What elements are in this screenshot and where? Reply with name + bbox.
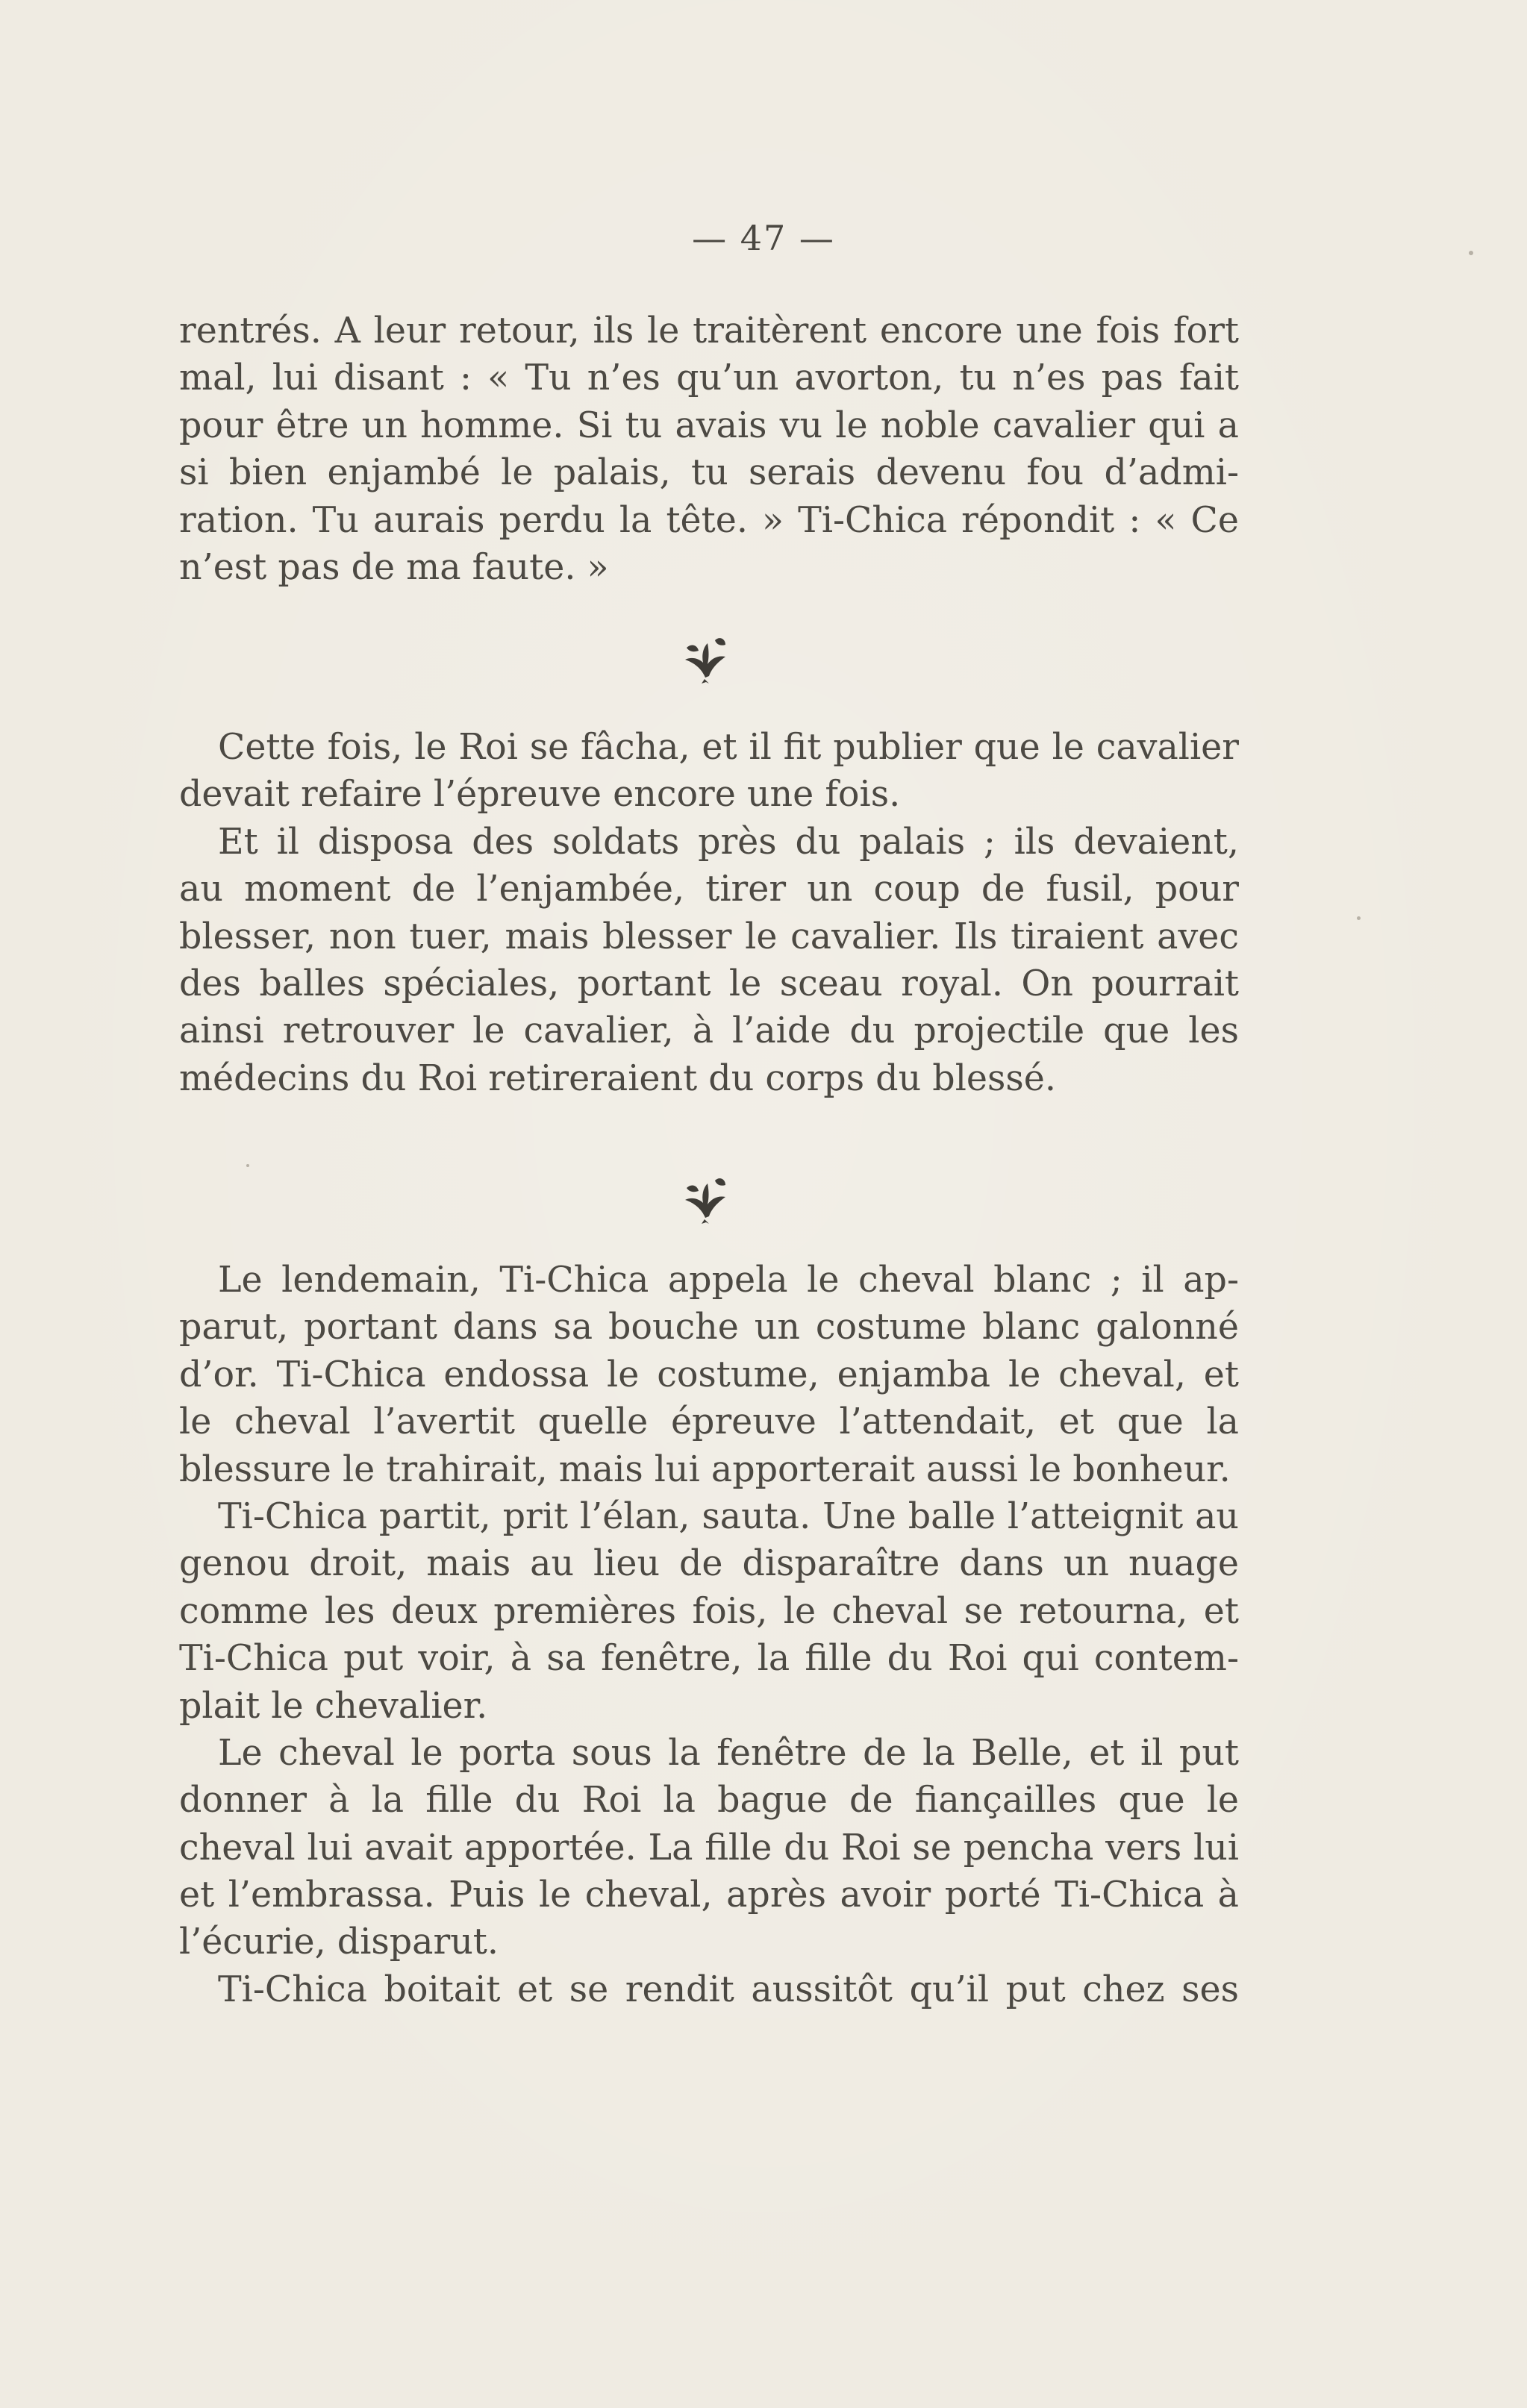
text-section-3 xyxy=(179,1257,1239,2013)
text-line: pour être un homme. Si tu avais vu le noble cavalier qui a xyxy=(179,404,1239,446)
text-line: ration. Tu aurais perdu la tête. » Ti-Chica répondit : « Ce xyxy=(179,499,1239,541)
text-section-2 xyxy=(179,724,1239,1102)
text-line: mal, lui disant : « Tu n’es qu’un avorton, tu n’es pas fait xyxy=(179,357,1239,399)
text-line: Cette fois, le Roi se fâcha, et il fit publier que le cavalier xyxy=(218,727,1239,768)
text-line: ainsi retrouver le cavalier, à l’aide du projectile que les xyxy=(179,1010,1239,1052)
text-line: genou droit, mais au lieu de disparaître dans un nuage xyxy=(179,1543,1239,1585)
fleuron-icon xyxy=(672,625,739,685)
text-line: l’écurie, disparut. xyxy=(179,1921,499,1963)
text-line: cheval lui avait apportée. La fille du Roi se pencha vers lui xyxy=(179,1827,1239,1868)
text-line: plait le chevalier. xyxy=(179,1685,488,1727)
page-number: — 47 — xyxy=(692,218,835,258)
text-section-1 xyxy=(179,307,1239,591)
text-line: Et il disposa des soldats près du palais ; ils devaient, xyxy=(218,821,1239,863)
text-line: des balles spéciales, portant le sceau royal. On pourrait xyxy=(179,963,1239,1004)
text-line: le cheval l’avertit quelle épreuve l’attendait, et que la xyxy=(179,1401,1239,1443)
fleuron-icon xyxy=(672,1166,739,1225)
paper-speck xyxy=(1357,916,1361,920)
text-line: si bien enjambé le palais, tu serais devenu fou d’admi- xyxy=(179,452,1239,494)
text-line: n’est pas de ma faute. » xyxy=(179,546,609,588)
text-line: Le cheval le porta sous la fenêtre de la Belle, et il put xyxy=(218,1732,1239,1774)
text-line: Ti-Chica partit, prit l’élan, sauta. Une balle l’atteignit au xyxy=(218,1495,1239,1537)
text-line: donner à la fille du Roi la bague de fiançailles que le xyxy=(179,1780,1239,1821)
paper-speck xyxy=(246,1164,249,1167)
text-line: Le lendemain, Ti-Chica appela le cheval blanc ; il ap- xyxy=(218,1260,1239,1301)
text-line: Ti-Chica boitait et se rendit aussitôt qu’il put chez ses xyxy=(218,1968,1239,2010)
paper-speck xyxy=(1469,251,1473,255)
text-line: médecins du Roi retireraient du corps du blessé. xyxy=(179,1057,1056,1099)
text-line: parut, portant dans sa bouche un costume blanc galonné xyxy=(179,1307,1239,1348)
text-line: rentrés. A leur retour, ils le traitèrent encore une fois fort xyxy=(179,310,1239,351)
text-line: Ti-Chica put voir, à sa fenêtre, la fille du Roi qui contem- xyxy=(179,1638,1239,1680)
text-line: au moment de l’enjambée, tirer un coup de fusil, pour xyxy=(179,869,1239,910)
text-line: comme les deux premières fois, le cheval se retourna, et xyxy=(179,1590,1239,1632)
text-line: blesser, non tuer, mais blesser le cavalier. Ils tiraient avec xyxy=(179,916,1239,957)
text-line: et l’embrassa. Puis le cheval, après avoir porté Ti-Chica à xyxy=(179,1874,1239,1916)
text-line: devait refaire l’épreuve encore une fois. xyxy=(179,774,901,816)
text-line: d’or. Ti-Chica endossa le costume, enjamba le cheval, et xyxy=(179,1354,1239,1395)
text-line: blessure le trahirait, mais lui apporterait aussi le bonheur. xyxy=(179,1448,1231,1490)
